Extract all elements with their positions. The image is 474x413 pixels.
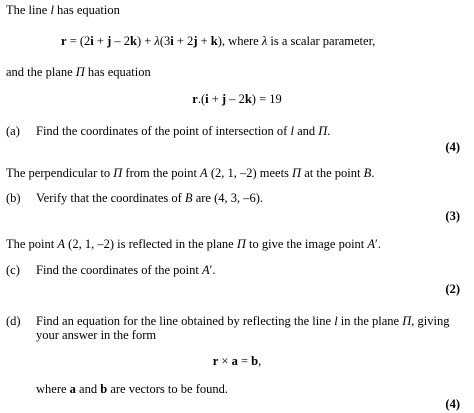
part-a-marks: (4) xyxy=(445,140,460,154)
part-a-question: (a) Find the coordinates of the point of intersection of l and Π. xyxy=(6,124,331,138)
line-equation-label: The line l has equation xyxy=(6,3,120,17)
perpendicular-statement: The perpendicular to Π from the point A (2, 1, –2) meets Π at the point B. xyxy=(6,166,375,180)
part-d-question-line1: (d) Find an equation for the line obtained by reflecting the line l in the plane Π, giving xyxy=(6,314,450,328)
part-b-label: (b) xyxy=(6,191,21,205)
part-a-label: (a) xyxy=(6,124,20,138)
line-equation: r = (2i + j – 2k) + λ(3i + 2j + k), where λ is a scalar parameter, xyxy=(61,34,376,48)
reflection-statement: The point A (2, 1, –2) is reflected in the plane Π to give the image point A′. xyxy=(6,237,381,251)
plane-equation: r.(i + j – 2k) = 19 xyxy=(192,92,282,106)
part-b-question: (b) Verify that the coordinates of B are (4, 3, –6). xyxy=(6,191,264,205)
part-d-closing: where a and b are vectors to be found. xyxy=(36,382,228,396)
part-c-question: (c) Find the coordinates of the point A′. xyxy=(6,263,216,277)
part-d-marks: (4) xyxy=(445,397,460,411)
plane-label: and the plane Π has equation xyxy=(6,65,151,79)
part-b-marks: (3) xyxy=(445,209,460,223)
part-d-label: (d) xyxy=(6,314,21,328)
part-c-label: (c) xyxy=(6,263,20,277)
part-c-marks: (2) xyxy=(445,282,460,296)
part-d-question-line2: your answer in the form xyxy=(36,328,157,342)
answer-form: r × a = b, xyxy=(212,354,262,368)
